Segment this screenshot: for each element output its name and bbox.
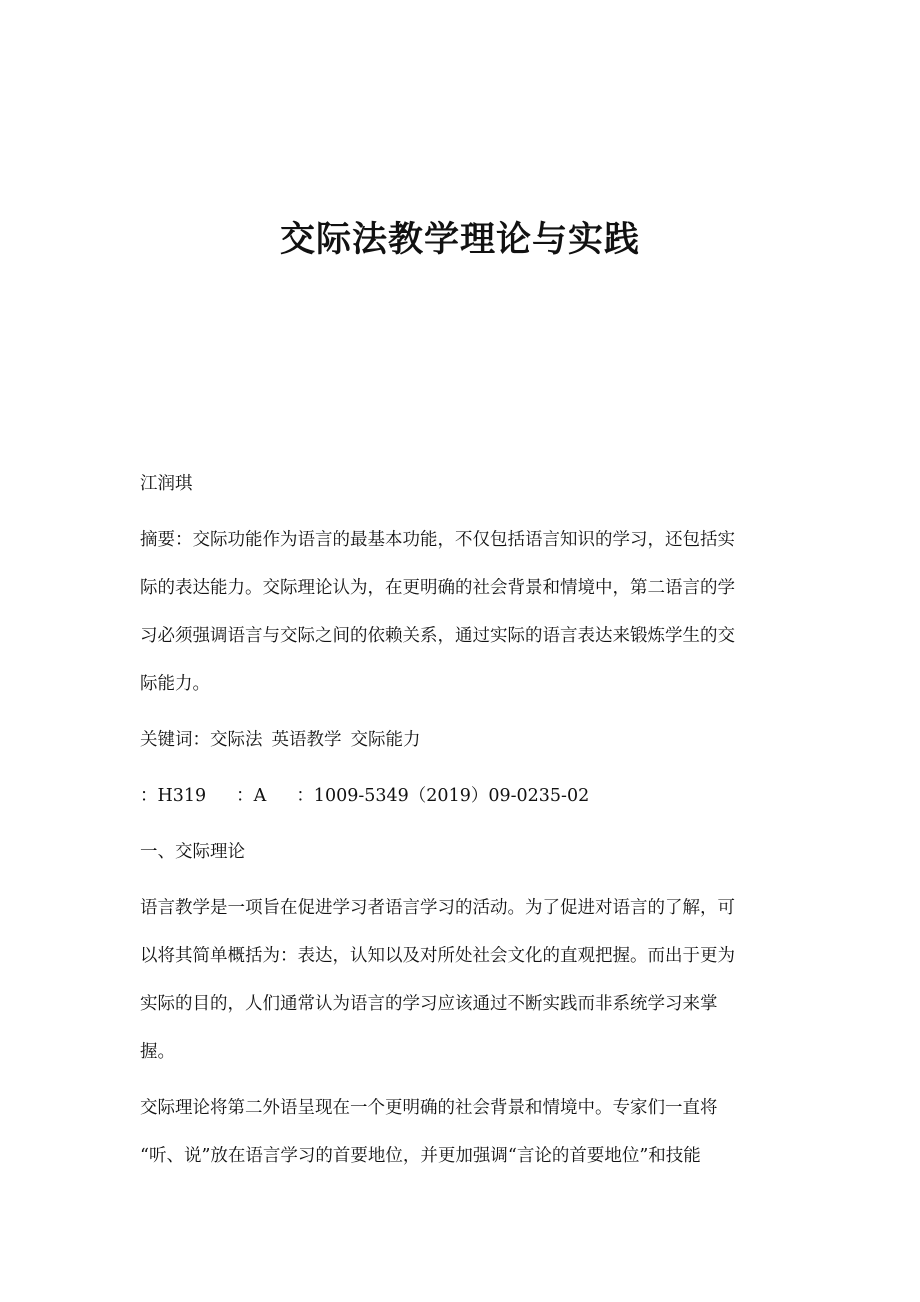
abstract-line: 际的表达能力。交际理论认为，在更明确的社会背景和情境中，第二语言的学 <box>140 578 735 598</box>
paragraph-line: 以将其简单概括为：表达，认知以及对所处社会文化的直观把握。而出于更为 <box>140 946 735 966</box>
abstract <box>140 522 780 702</box>
abstract-line: 际能力。 <box>140 674 210 694</box>
abstract-line: 摘要：交际功能作为语言的最基本功能，不仅包括语言知识的学习，还包括实 <box>140 530 735 550</box>
section-heading: 一、交际理论 <box>140 842 245 862</box>
document-code: ：A <box>236 786 267 806</box>
paragraph-line: “听、说”放在语言学习的首要地位，并更加强调“言论的首要地位”和技能 <box>140 1146 701 1166</box>
keyword: 交际法 <box>210 730 263 750</box>
classification-codes <box>140 778 780 814</box>
paragraph-line: 交际理论将第二外语呈现在一个更明确的社会背景和情境中。专家们一直将 <box>140 1098 718 1118</box>
article-id: ：1009-5349（2019）09-0235-02 <box>296 786 590 806</box>
keywords-label: 关键词： <box>140 730 210 750</box>
document-body <box>140 466 780 1194</box>
section-heading-wrap <box>140 834 780 870</box>
keyword: 交际能力 <box>350 730 421 750</box>
paragraph-line: 握。 <box>140 1042 175 1062</box>
author-name: 江润琪 <box>140 474 193 494</box>
paragraph-line: 实际的目的，人们通常认为语言的学习应该通过不断实践而非系统学习来掌 <box>140 994 718 1014</box>
abstract-line: 习必须强调语言与交际之间的依赖关系，通过实际的语言表达来锻炼学生的交 <box>140 626 735 646</box>
clc-number: ：H319 <box>140 786 207 806</box>
keywords <box>140 722 780 758</box>
body-paragraph <box>140 1090 780 1174</box>
author-line <box>140 466 780 502</box>
document-title: 交际法教学理论与实践 <box>279 219 640 260</box>
body-paragraph <box>140 890 780 1070</box>
keyword: 英语教学 <box>271 730 342 750</box>
paragraph-line: 语言教学是一项旨在促进学习者语言学习的活动。为了促进对语言的了解，可 <box>140 898 735 918</box>
